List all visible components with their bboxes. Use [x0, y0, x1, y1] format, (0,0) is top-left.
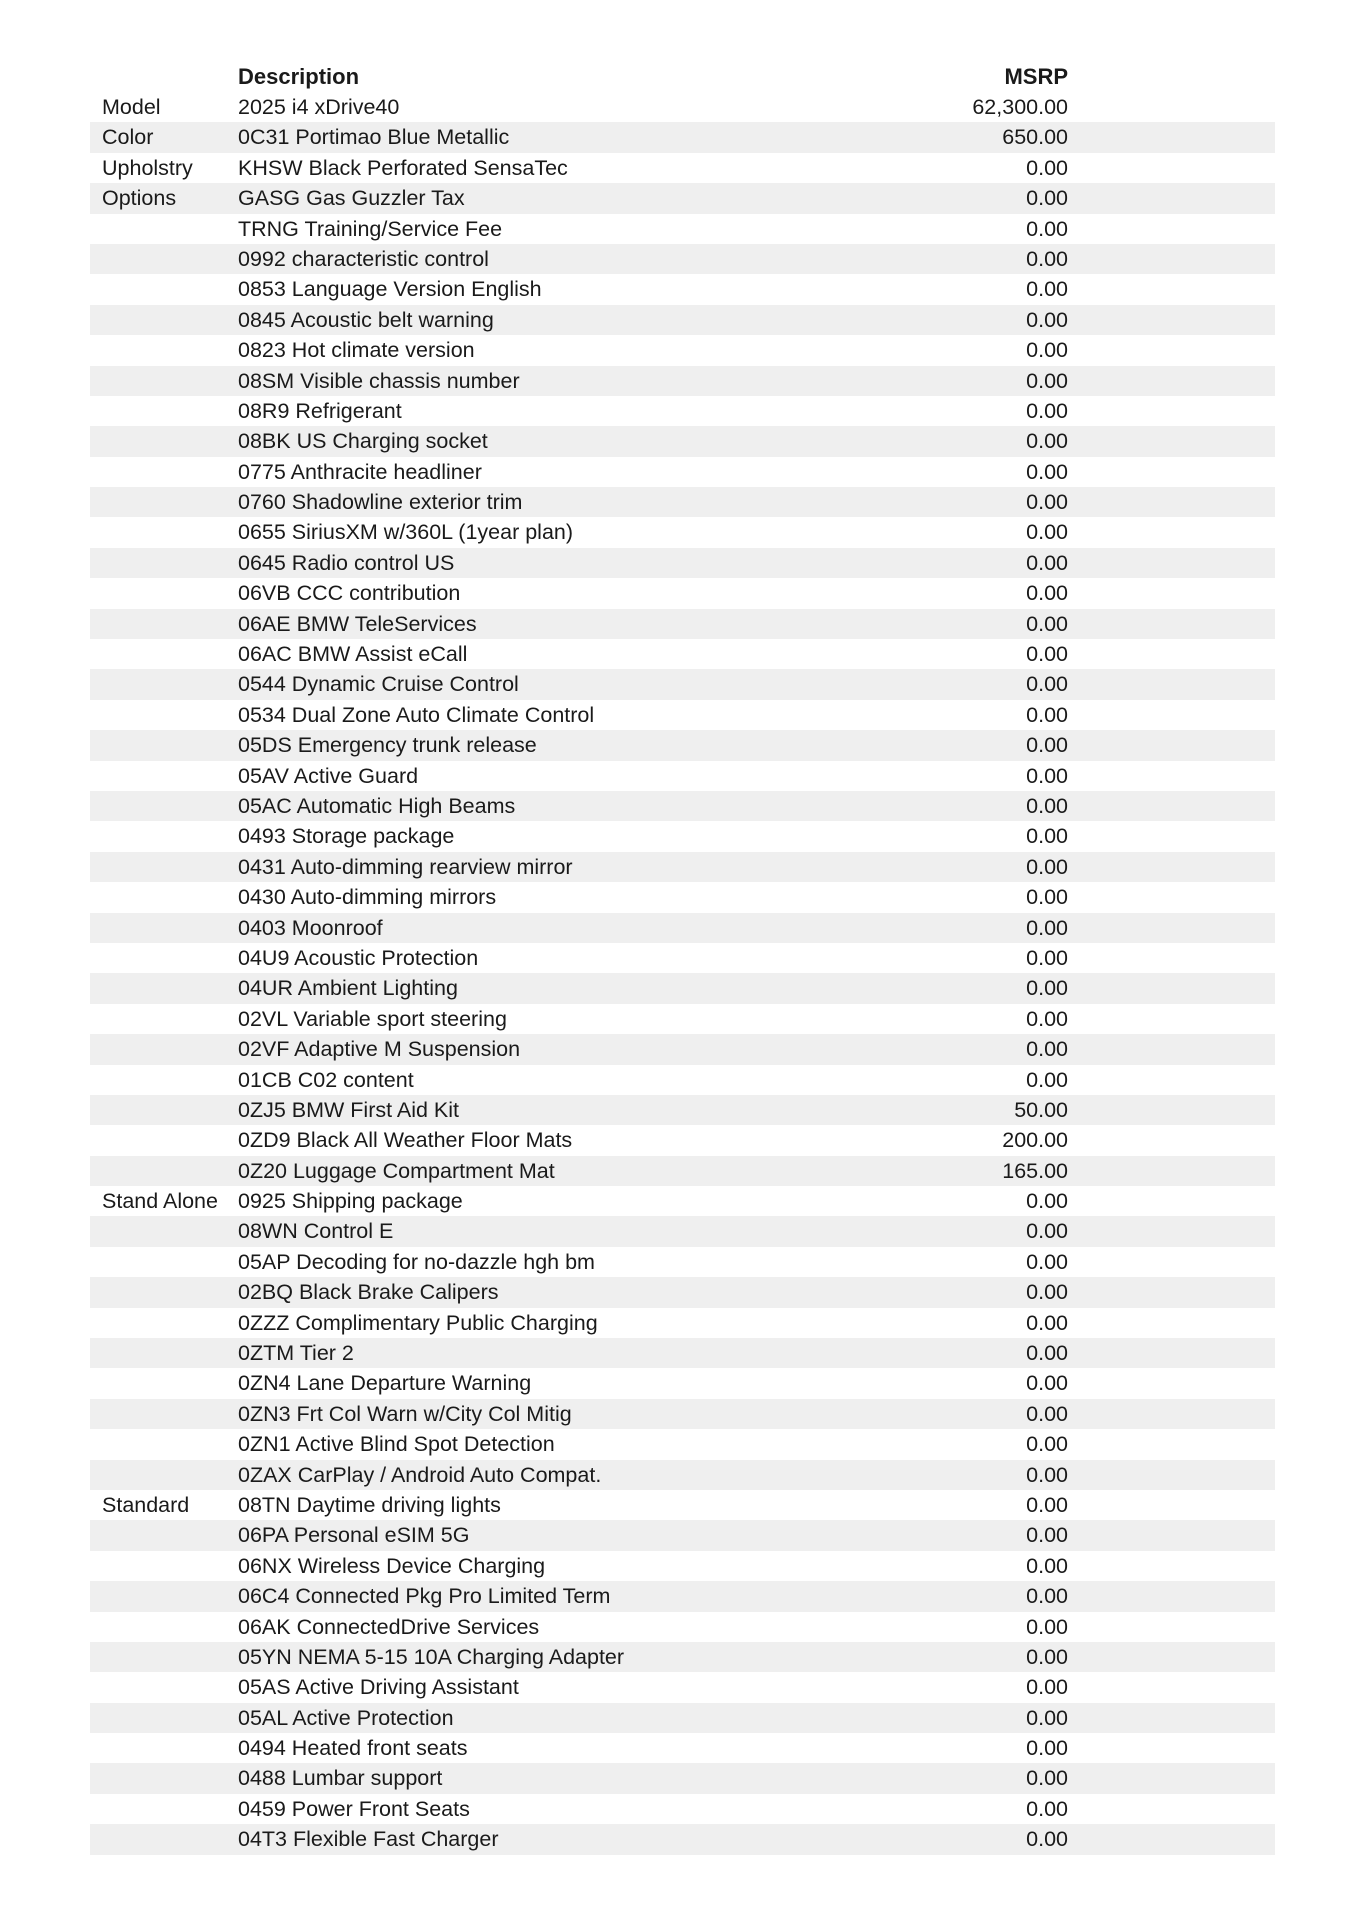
row-price: 0.00 [1026, 733, 1068, 758]
row-price: 0.00 [1026, 1614, 1068, 1639]
row-description: 0ZZZ Complimentary Public Charging [238, 1310, 598, 1335]
row-description: 06AE BMW TeleServices [238, 611, 477, 636]
row-description: 05AL Active Protection [238, 1705, 454, 1730]
row-price: 650.00 [1002, 125, 1068, 150]
table-row [90, 609, 1275, 639]
row-price: 0.00 [1026, 246, 1068, 271]
table-row [90, 426, 1275, 456]
row-price: 0.00 [1026, 793, 1068, 818]
table-row [90, 1156, 1275, 1186]
row-price: 0.00 [1026, 1675, 1068, 1700]
table-row [90, 669, 1275, 699]
row-description: 01CB C02 content [238, 1067, 414, 1092]
table-row [90, 1460, 1275, 1490]
table-row [90, 761, 1275, 791]
row-description: 0534 Dual Zone Auto Climate Control [238, 702, 595, 727]
row-price: 0.00 [1026, 1067, 1068, 1092]
table-row [90, 700, 1275, 730]
row-price: 62,300.00 [972, 95, 1068, 119]
row-description: 0760 Shadowline exterior trim [238, 490, 523, 515]
row-price: 0.00 [1026, 338, 1068, 363]
table-row [90, 943, 1275, 973]
row-description: 0ZTM Tier 2 [238, 1341, 354, 1366]
row-description: 05AC Automatic High Beams [238, 793, 516, 818]
row-description: 0845 Acoustic belt warning [238, 307, 494, 332]
table-row [90, 821, 1275, 851]
table-row [90, 1368, 1275, 1398]
table-header [90, 64, 1275, 94]
row-description: 05AS Active Driving Assistant [238, 1675, 519, 1700]
table-row [90, 1308, 1275, 1338]
row-description: 06PA Personal eSIM 5G [238, 1523, 470, 1548]
row-price: 0.00 [1026, 1462, 1068, 1487]
row-description: 0ZD9 Black All Weather Floor Mats [238, 1128, 573, 1153]
row-price: 0.00 [1026, 1492, 1068, 1517]
table-row [90, 1733, 1275, 1763]
row-description: KHSW Black Perforated SensaTec [238, 155, 568, 180]
row-description: 0Z20 Luggage Compartment Mat [238, 1158, 555, 1183]
table-row [90, 730, 1275, 760]
row-price: 0.00 [1026, 1644, 1068, 1669]
row-price: 0.00 [1026, 1705, 1068, 1730]
options-table [90, 92, 1275, 1855]
row-description: 06NX Wireless Device Charging [238, 1553, 546, 1578]
table-row [90, 122, 1275, 152]
row-description: 2025 i4 xDrive40 [238, 95, 400, 119]
row-category: Upholstry [102, 155, 193, 180]
row-description: 02BQ Black Brake Calipers [238, 1280, 499, 1305]
table-row [90, 1399, 1275, 1429]
row-description: 04T3 Flexible Fast Charger [238, 1827, 499, 1852]
row-price: 0.00 [1026, 1766, 1068, 1791]
row-price: 0.00 [1026, 945, 1068, 970]
row-price: 0.00 [1026, 490, 1068, 515]
row-price: 50.00 [1014, 1097, 1068, 1122]
row-description: 08TN Daytime driving lights [238, 1492, 501, 1517]
row-description: 0C31 Portimao Blue Metallic [238, 125, 510, 150]
table-row [90, 1065, 1275, 1095]
row-price: 0.00 [1026, 1037, 1068, 1062]
table-row [90, 1824, 1275, 1854]
table-row [90, 639, 1275, 669]
row-price: 200.00 [1002, 1128, 1068, 1153]
row-description: 08SM Visible chassis number [238, 368, 520, 393]
row-description: 0544 Dynamic Cruise Control [238, 672, 519, 697]
row-description: 0ZJ5 BMW First Aid Kit [238, 1097, 460, 1122]
row-description: 02VL Variable sport steering [238, 1006, 507, 1031]
table-row [90, 183, 1275, 213]
table-row [90, 153, 1275, 183]
row-price: 0.00 [1026, 1736, 1068, 1761]
row-description: 06VB CCC contribution [238, 581, 461, 606]
row-price: 0.00 [1026, 1310, 1068, 1335]
row-category: Options [102, 186, 177, 211]
row-price: 0.00 [1026, 824, 1068, 849]
table-row [90, 1429, 1275, 1459]
row-price: 0.00 [1026, 1584, 1068, 1609]
table-row [90, 882, 1275, 912]
row-description: 08R9 Refrigerant [238, 398, 402, 423]
table-row [90, 1247, 1275, 1277]
row-description: 05YN NEMA 5-15 10A Charging Adapter [238, 1644, 625, 1669]
row-price: 0.00 [1026, 1523, 1068, 1548]
row-description: 04U9 Acoustic Protection [238, 945, 479, 970]
row-category: Stand Alone [102, 1189, 218, 1214]
row-description: TRNG Training/Service Fee [238, 216, 503, 241]
row-category: Standard [102, 1492, 190, 1517]
table-row [90, 92, 1275, 122]
table-row [90, 274, 1275, 304]
row-price: 0.00 [1026, 672, 1068, 697]
row-price: 0.00 [1026, 398, 1068, 423]
msrp-header: MSRP [1004, 64, 1068, 89]
row-price: 0.00 [1026, 611, 1068, 636]
row-description: 0ZAX CarPlay / Android Auto Compat. [238, 1462, 602, 1487]
row-price: 0.00 [1026, 1553, 1068, 1578]
row-price: 165.00 [1002, 1158, 1068, 1183]
table-row [90, 517, 1275, 547]
row-price: 0.00 [1026, 459, 1068, 484]
table-row [90, 396, 1275, 426]
row-description: 0823 Hot climate version [238, 338, 475, 363]
table-row [90, 335, 1275, 365]
table-row [90, 1004, 1275, 1034]
row-description: 0430 Auto-dimming mirrors [238, 885, 497, 910]
table-row [90, 1277, 1275, 1307]
row-price: 0.00 [1026, 915, 1068, 940]
table-row [90, 852, 1275, 882]
row-price: 0.00 [1026, 1219, 1068, 1244]
row-description: 05DS Emergency trunk release [238, 733, 537, 758]
table-row [90, 548, 1275, 578]
row-price: 0.00 [1026, 976, 1068, 1001]
row-price: 0.00 [1026, 1341, 1068, 1366]
table-row [90, 1581, 1275, 1611]
table-row [90, 791, 1275, 821]
row-description: 0655 SiriusXM w/360L (1year plan) [238, 520, 574, 545]
row-description: 0ZN3 Frt Col Warn w/City Col Mitig [238, 1401, 572, 1426]
table-row [90, 1186, 1275, 1216]
row-price: 0.00 [1026, 885, 1068, 910]
row-description: 0488 Lumbar support [238, 1766, 443, 1791]
table-row [90, 1125, 1275, 1155]
row-price: 0.00 [1026, 520, 1068, 545]
row-price: 0.00 [1026, 854, 1068, 879]
table-row [90, 214, 1275, 244]
row-price: 0.00 [1026, 702, 1068, 727]
row-price: 0.00 [1026, 277, 1068, 302]
row-description: 08WN Control E [238, 1219, 394, 1244]
row-description: 0ZN4 Lane Departure Warning [238, 1371, 532, 1396]
table-row [90, 244, 1275, 274]
row-description: 06AK ConnectedDrive Services [238, 1614, 540, 1639]
table-row [90, 1763, 1275, 1793]
table-row [90, 1672, 1275, 1702]
row-description: 0494 Heated front seats [238, 1736, 468, 1761]
description-header: Description [238, 64, 360, 89]
row-description: 0431 Auto-dimming rearview mirror [238, 854, 573, 879]
row-price: 0.00 [1026, 1796, 1068, 1821]
table-row [90, 1551, 1275, 1581]
table-row [90, 1338, 1275, 1368]
row-description: 0459 Power Front Seats [238, 1796, 470, 1821]
table-row [90, 1034, 1275, 1064]
row-category: Model [102, 95, 161, 119]
row-description: 0493 Storage package [238, 824, 455, 849]
row-description: 08BK US Charging socket [238, 429, 488, 454]
row-description: 0853 Language Version English [238, 277, 542, 302]
row-price: 0.00 [1026, 1249, 1068, 1274]
row-description: 0403 Moonroof [238, 915, 383, 940]
row-description: 05AP Decoding for no-dazzle hgh bm [238, 1249, 595, 1274]
table-row [90, 1216, 1275, 1246]
row-description: 0775 Anthracite headliner [238, 459, 482, 484]
table-row [90, 1520, 1275, 1550]
table-row [90, 1794, 1275, 1824]
table-row [90, 1095, 1275, 1125]
row-description: 0925 Shipping package [238, 1189, 463, 1214]
table-row [90, 973, 1275, 1003]
row-price: 0.00 [1026, 429, 1068, 454]
row-description: 0ZN1 Active Blind Spot Detection [238, 1432, 555, 1457]
row-price: 0.00 [1026, 642, 1068, 667]
table-row [90, 1703, 1275, 1733]
row-price: 0.00 [1026, 1371, 1068, 1396]
row-price: 0.00 [1026, 550, 1068, 575]
row-price: 0.00 [1026, 1401, 1068, 1426]
row-description: 06AC BMW Assist eCall [238, 642, 468, 667]
row-price: 0.00 [1026, 368, 1068, 393]
row-description: 04UR Ambient Lighting [238, 976, 458, 1001]
row-price: 0.00 [1026, 186, 1068, 211]
table-row [90, 366, 1275, 396]
table-row [90, 1612, 1275, 1642]
table-row [90, 578, 1275, 608]
table-row [90, 1642, 1275, 1672]
row-description: 06C4 Connected Pkg Pro Limited Term [238, 1584, 611, 1609]
row-category: Color [102, 125, 154, 150]
table-row [90, 913, 1275, 943]
table-row [90, 1490, 1275, 1520]
table-row [90, 305, 1275, 335]
row-description: GASG Gas Guzzler Tax [238, 186, 465, 211]
row-description: 05AV Active Guard [238, 763, 419, 788]
row-description: 02VF Adaptive M Suspension [238, 1037, 521, 1062]
row-price: 0.00 [1026, 763, 1068, 788]
table-row [90, 487, 1275, 517]
row-price: 0.00 [1026, 307, 1068, 332]
row-price: 0.00 [1026, 1006, 1068, 1031]
row-price: 0.00 [1026, 216, 1068, 241]
row-price: 0.00 [1026, 1432, 1068, 1457]
row-price: 0.00 [1026, 1280, 1068, 1305]
row-price: 0.00 [1026, 1827, 1068, 1852]
row-price: 0.00 [1026, 155, 1068, 180]
row-description: 0992 characteristic control [238, 246, 489, 271]
row-price: 0.00 [1026, 581, 1068, 606]
row-price: 0.00 [1026, 1189, 1068, 1214]
row-description: 0645 Radio control US [238, 550, 455, 575]
table-row [90, 457, 1275, 487]
